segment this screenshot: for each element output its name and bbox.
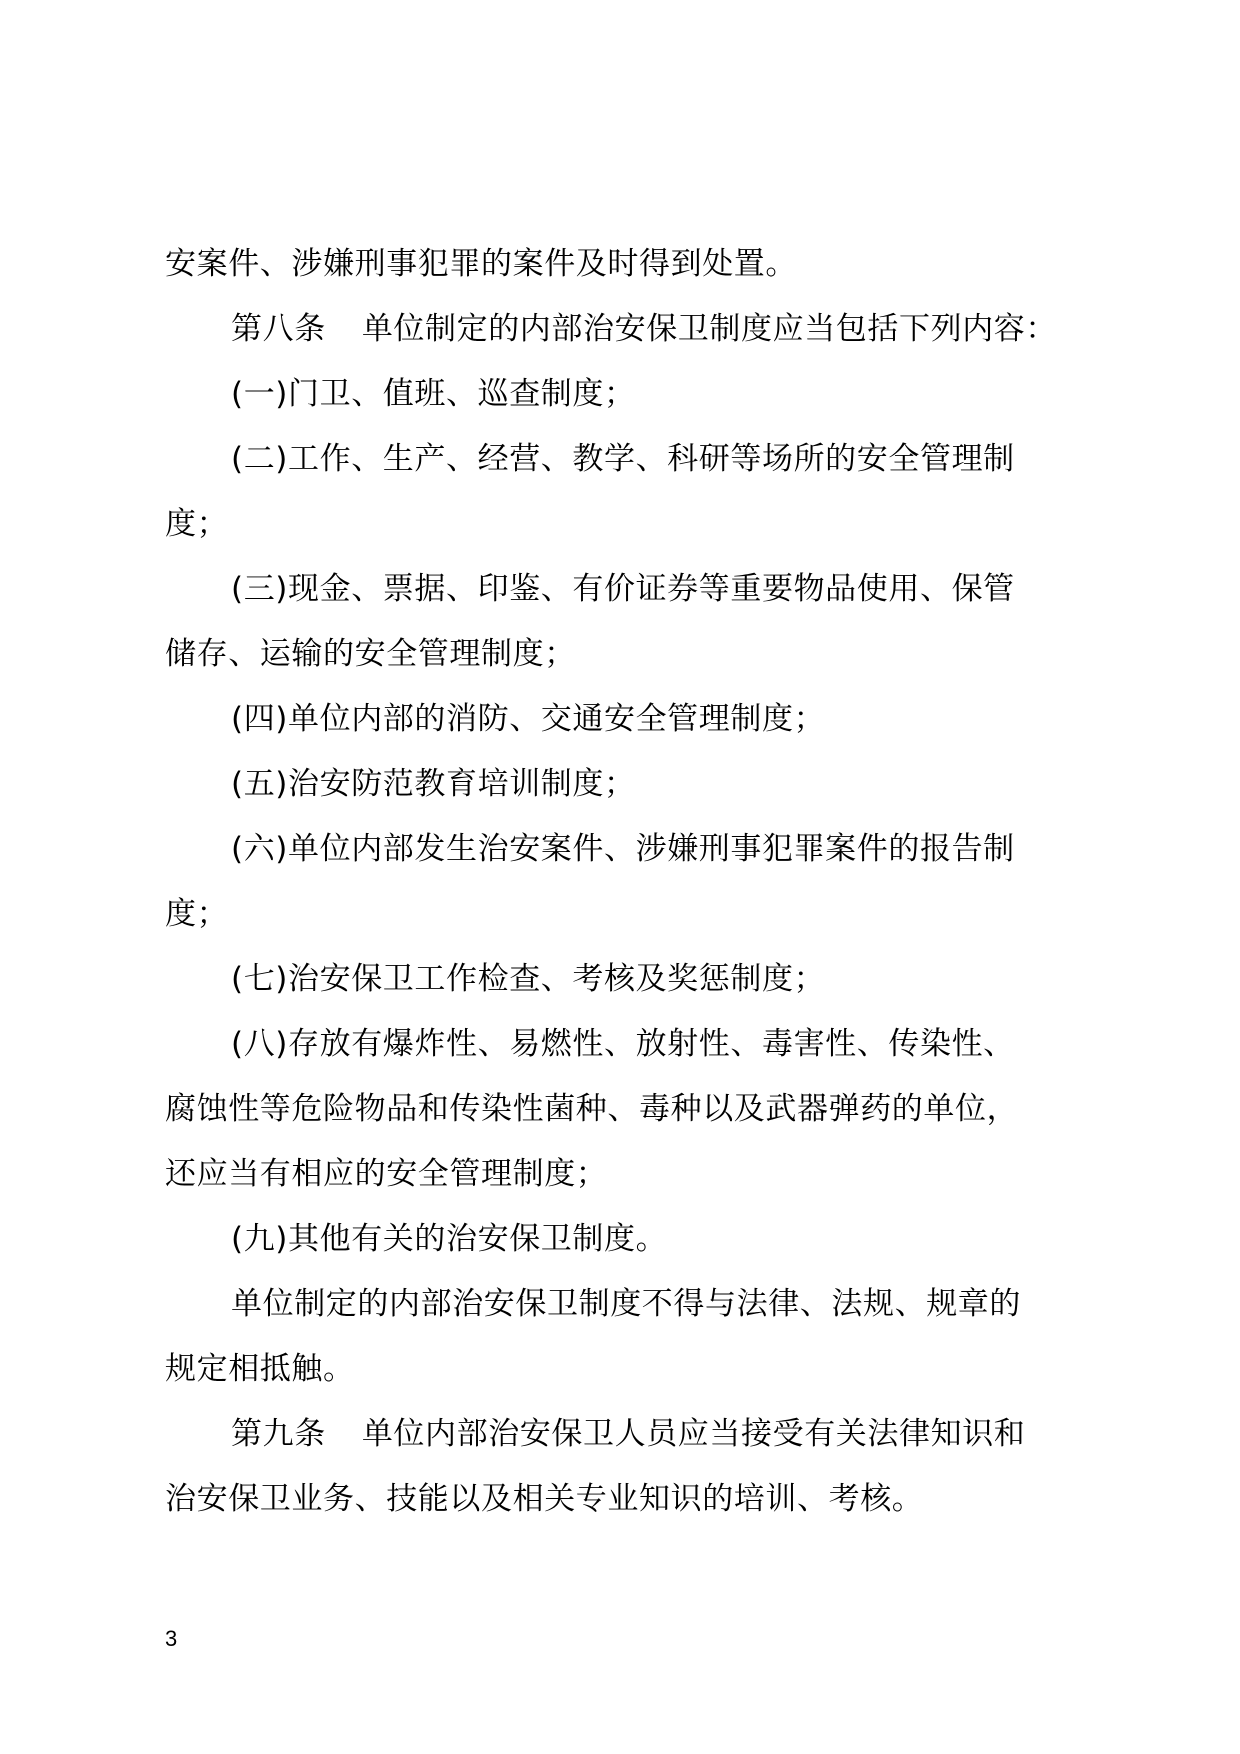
article-9-heading: 第九条 xyxy=(231,1416,326,1452)
line-text: 储存、运输的安全管理制度； xyxy=(165,636,576,672)
list-item-7 xyxy=(165,947,1085,1012)
line-text: 度； xyxy=(165,896,229,932)
line-text: 规定相抵触。 xyxy=(165,1351,355,1387)
text-line xyxy=(165,622,1085,687)
list-item-5 xyxy=(165,752,1085,817)
line-text: 腐蚀性等危险物品和传染性菌种、毒种以及武器弹药的单位， xyxy=(165,1091,1019,1127)
line-text: (六)单位内部发生治安案件、涉嫌刑事犯罪案件的报告制 xyxy=(231,831,1015,867)
article-8-line xyxy=(165,297,1085,362)
list-item-2 xyxy=(165,427,1085,492)
list-item-6 xyxy=(165,817,1085,882)
text-line xyxy=(165,882,1085,947)
line-text: 度； xyxy=(165,506,229,542)
line-text: 还应当有相应的安全管理制度； xyxy=(165,1156,608,1192)
line-text: 单位制定的内部治安保卫制度应当包括下列内容： xyxy=(361,311,1058,347)
text-line xyxy=(165,1142,1085,1207)
list-item-8 xyxy=(165,1012,1085,1077)
text-line xyxy=(165,1077,1085,1142)
list-item-1 xyxy=(165,362,1085,427)
line-text: 安案件、涉嫌刑事犯罪的案件及时得到处置。 xyxy=(165,246,797,282)
text-line xyxy=(165,492,1085,557)
line-text: (四)单位内部的消防、交通安全管理制度； xyxy=(231,701,826,737)
article-9-line xyxy=(165,1402,1085,1467)
body-text xyxy=(165,232,1085,1532)
line-text: (三)现金、票据、印鉴、有价证券等重要物品使用、保管 xyxy=(231,571,1015,607)
text-line xyxy=(165,232,1085,297)
list-item-4 xyxy=(165,687,1085,752)
line-text: (九)其他有关的治安保卫制度。 xyxy=(231,1221,668,1257)
line-text: 单位内部治安保卫人员应当接受有关法律知识和 xyxy=(361,1416,1026,1452)
text-line xyxy=(165,1337,1085,1402)
line-text: (五)治安防范教育培训制度； xyxy=(231,766,636,802)
line-text: 单位制定的内部治安保卫制度不得与法律、法规、规章的 xyxy=(231,1286,1021,1322)
line-text: (一)门卫、值班、巡查制度； xyxy=(231,376,636,412)
paragraph-line xyxy=(165,1272,1085,1337)
page-number: 3 xyxy=(165,1626,178,1651)
article-8-heading: 第八条 xyxy=(231,311,326,347)
list-item-3 xyxy=(165,557,1085,622)
list-item-9 xyxy=(165,1207,1085,1272)
line-text: 治安保卫业务、技能以及相关专业知识的培训、考核。 xyxy=(165,1481,924,1517)
text-line xyxy=(165,1467,1085,1532)
line-text: (二)工作、生产、经营、教学、科研等场所的安全管理制 xyxy=(231,441,1015,477)
line-text: (八)存放有爆炸性、易燃性、放射性、毒害性、传染性、 xyxy=(231,1026,1015,1062)
line-text: (七)治安保卫工作检查、考核及奖惩制度； xyxy=(231,961,826,997)
